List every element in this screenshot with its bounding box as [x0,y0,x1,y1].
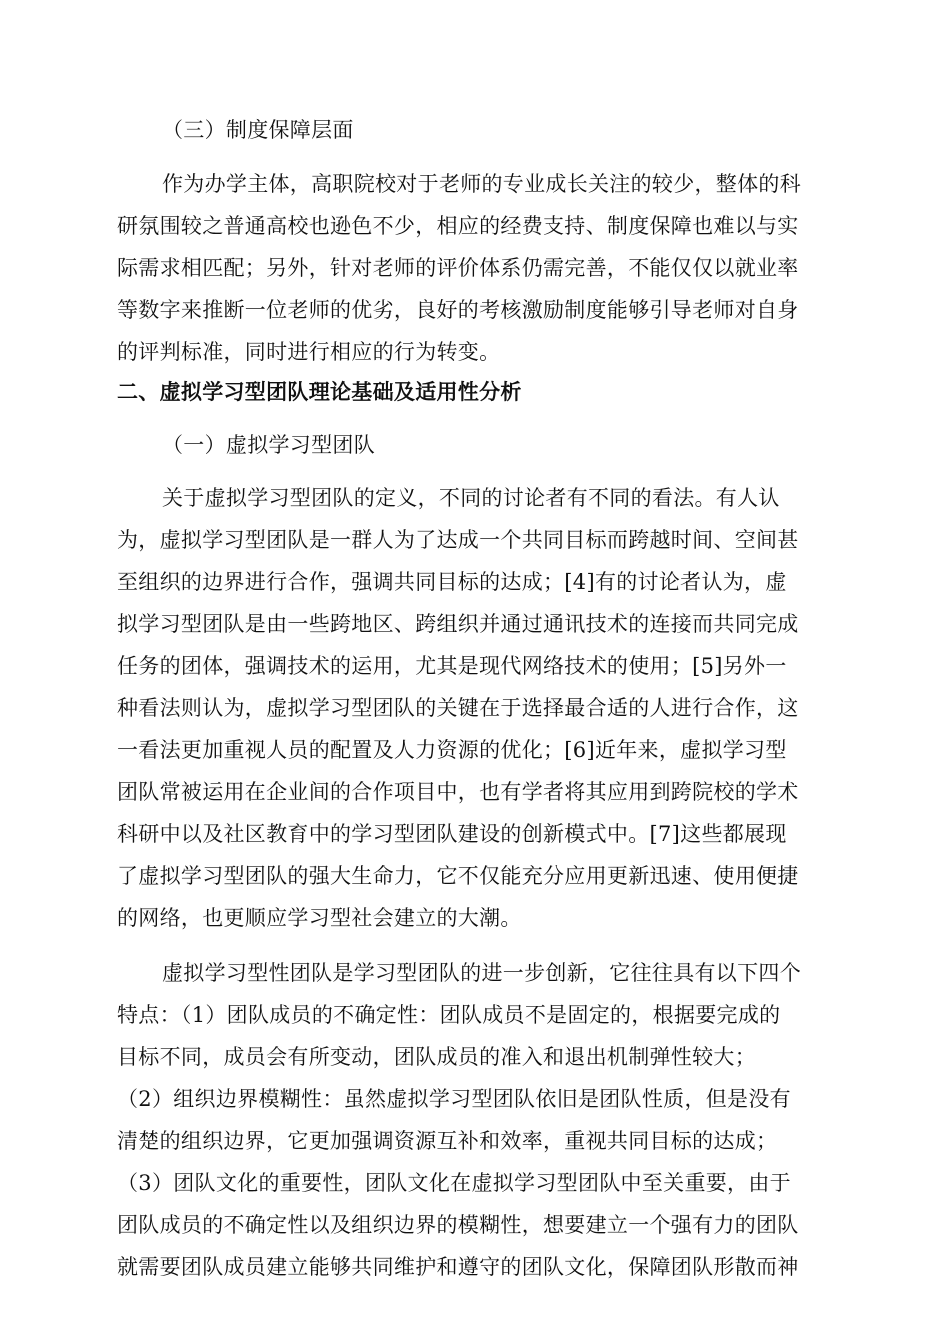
paragraph-line: 清楚的组织边界，它更加强调资源互补和效率，重视共同目标的达成； [117,1129,778,1153]
paragraph-line: 团队常被运用在企业间的合作项目中，也有学者将其应用到跨院校的学术 [117,780,799,804]
paragraph-line: 的评判标准，同时进行相应的行为转变。 [117,340,501,364]
paragraph-line: 科研中以及社区教育中的学习型团队建设的创新模式中。[7]这些都展现 [117,822,787,846]
paragraph-line: 任务的团体，强调技术的运用，尤其是现代网络技术的使用；[5]另外一 [117,654,787,678]
paragraph-line: 际需求相匹配；另外，针对老师的评价体系仍需完善，不能仅仅以就业率 [117,256,799,280]
paragraph-line: 种看法则认为，虚拟学习型团队的关键在于选择最合适的人进行合作，这 [117,696,799,720]
paragraph-line: 为，虚拟学习型团队是一群人为了达成一个共同目标而跨越时间、空间甚 [117,528,799,552]
paragraph-line: 目标不同，成员会有所变动，团队成员的准入和退出机制弹性较大； [117,1045,756,1069]
paragraph-line: 研氛围较之普通高校也逊色不少，相应的经费支持、制度保障也难以与实 [117,214,799,238]
paragraph-line: 就需要团队成员建立能够共同维护和遵守的团队文化，保障团队形散而神 [117,1255,799,1279]
section-heading: （三）制度保障层面 [162,118,354,142]
paragraph-line: 团队成员的不确定性以及组织边界的模糊性，想要建立一个强有力的团队 [117,1213,799,1237]
paragraph-line: 作为办学主体，高职院校对于老师的专业成长关注的较少，整体的科 [162,172,801,196]
chapter-heading: 二、虚拟学习型团队理论基础及适用性分析 [117,380,522,404]
paragraph-line: 的网络，也更顺应学习型社会建立的大潮。 [117,906,522,930]
paragraph-line: 了虚拟学习型团队的强大生命力，它不仅能充分应用更新迅速、使用便捷 [117,864,799,888]
paragraph-line: 虚拟学习型性团队是学习型团队的进一步创新，它往往具有以下四个 [162,961,801,985]
paragraph-line: 关于虚拟学习型团队的定义，不同的讨论者有不同的看法。有人认 [162,486,780,510]
paragraph-line: （2）组织边界模糊性：虽然虚拟学习型团队依旧是团队性质，但是没有 [117,1087,791,1111]
paragraph-line: 特点：（1）团队成员的不确定性：团队成员不是固定的，根据要完成的 [117,1003,781,1027]
paragraph-line: 一看法更加重视人员的配置及人力资源的优化；[6]近年来，虚拟学习型 [117,738,787,762]
subsection-heading: （一）虚拟学习型团队 [162,433,375,457]
paragraph-line: 至组织的边界进行合作，强调共同目标的达成；[4]有的讨论者认为，虚 [117,570,787,594]
paragraph-line: 拟学习型团队是由一些跨地区、跨组织并通过通讯技术的连接而共同完成 [117,612,799,636]
paragraph-line: 等数字来推断一位老师的优劣，良好的考核激励制度能够引导老师对自身 [117,298,799,322]
paragraph-line: （3）团队文化的重要性，团队文化在虚拟学习型团队中至关重要，由于 [117,1171,791,1195]
